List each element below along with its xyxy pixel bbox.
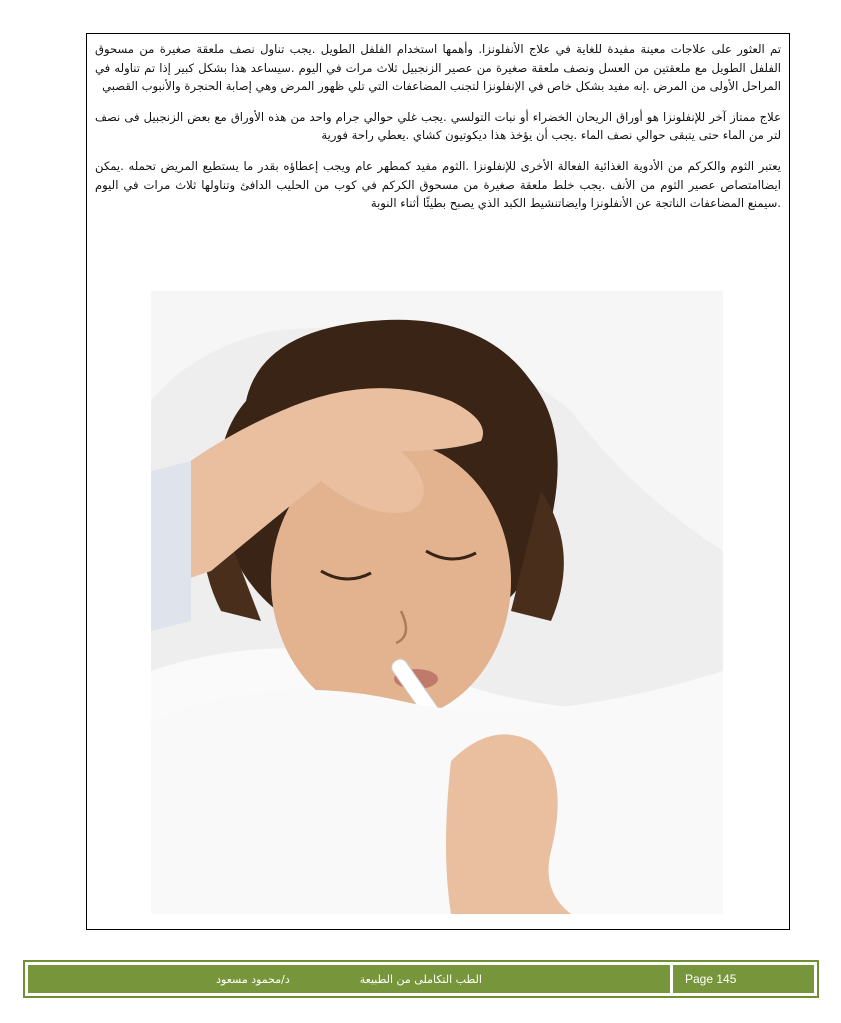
book-title: الطب التكاملى من الطبيعة (359, 972, 482, 986)
page-number: Page 145 (685, 972, 737, 986)
page-frame (86, 33, 790, 930)
paragraph-3: يعتبر الثوم والكركم من الأدوية الغذائية الفعالة الأخرى للإنفلونزا .الثوم مفيد كمطهر عام ويجب إعطاؤه بقدر ما يستطيع المريض تحمله .يمكن ايضاامتصاص عصير الثوم من الأنف .يجب خلط ملعقة صغيرة من مسحوق الكركم في كوب من الحليب الدافئ وتناولها ثلاث مرات في اليوم .سيمنع المضاعفات الناتجة عن الأنفلونزا وايضاتنشيط الكبد الذي يصبح بطيئًا أثناء النوبة (95, 158, 781, 211)
footer-bar (28, 965, 814, 993)
sick-child-photo (151, 291, 723, 914)
author-name: د/محمود مسعود (216, 972, 290, 986)
article-text (95, 40, 781, 225)
paragraph-1: تم العثور على علاجات معينة مفيدة للغاية في علاج الأنفلونزا. وأهمها استخدام الفلفل الطويل .يجب تناول نصف ملعقة صغيرة من مسحوق الفلفل الطويل مع ملعقتين من العسل ونصف ملعقة صغيرة من عصير الزنجبيل ثلاث مرات في اليوم .سيساعد هذا بشكل كبير إذا تم تناوله في المراحل الأولى من المرض .إنه مفيد بشكل خاص في الإنفلونزا لتجنب المضاعفات التي تلي ظهور المرض وهي إصابة الحنجرة والأنبوب القصبي (95, 42, 781, 94)
paragraph-2: علاج ممتاز آخر للإنفلونزا هو أوراق الريحان الخضراء أو نبات التولسي .يجب غلي حوالي جرام واحد من هذه الأوراق مع بعض الزنجبيل فى نصف لتر من الماء حتى يتبقى حوالي نصف الماء .يجب أن يؤخذ هذا ديكوتيون كشاي .يعطي راحة فورية (95, 109, 781, 143)
page-footer (23, 960, 819, 998)
footer-title-area (28, 965, 670, 993)
